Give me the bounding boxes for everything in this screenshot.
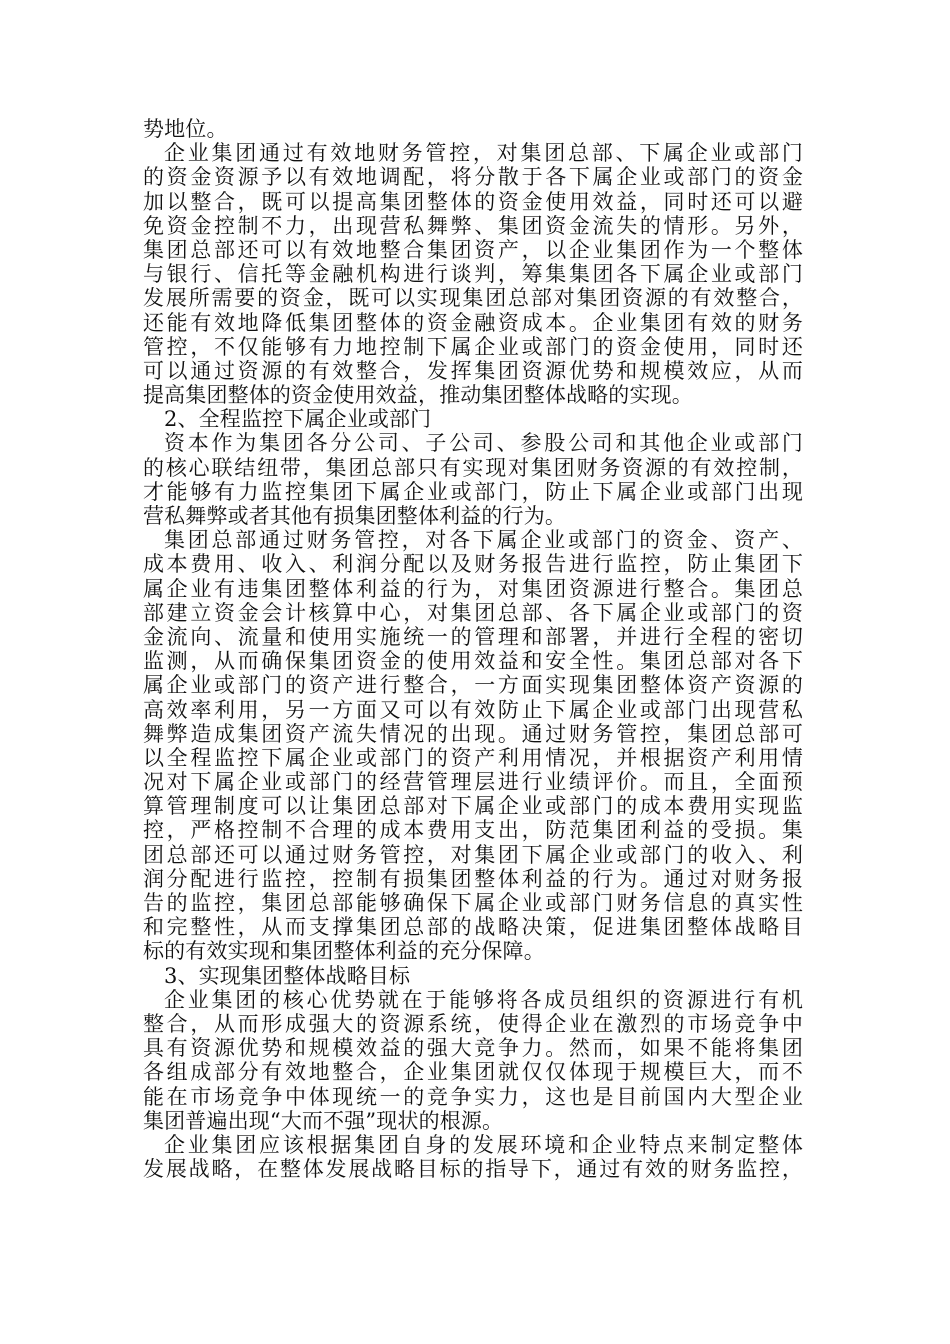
text-line: 的资金资源予以有效地调配，将分散于各下属企业或部门的资金 [143,165,803,190]
text-line: 可以通过资源的有效整合，发挥集团资源优势和规模效应，从而 [143,358,803,383]
text-line: 营私舞弊或者其他有损集团整体利益的行为。 [143,504,566,528]
text-line: 集团总部还可以有效地整合集团资产，以企业集团作为一个整体 [143,237,803,262]
text-line: 企业集团的核心优势就在于能够将各成员组织的资源进行有机 [164,987,803,1012]
document-page [143,117,803,1181]
text-line: 发展战略，在整体发展战略目标的指导下，通过有效的财务监控， [143,1157,803,1182]
text-line: 舞弊造成集团资产流失情况的出现。通过财务管控，集团总部可 [143,721,803,746]
text-line: 属企业有违集团整体利益的行为，对集团资源进行整合。集团总 [143,576,803,601]
text-line: 团总部还可以通过财务管控，对集团下属企业或部门的收入、利 [143,842,803,867]
text-line: 监测，从而确保集团资金的使用效益和安全性。集团总部对各下 [143,649,803,674]
text-line: 部建立资金会计核算中心，对集团总部、各下属企业或部门的资 [143,600,803,625]
text-line: 资本作为集团各分公司、子公司、参股公司和其他企业或部门 [164,431,803,456]
text-line: 控，严格控制不合理的成本费用支出，防范集团利益的受损。集 [143,818,803,843]
text-line: 各组成部分有效地整合，企业集团就仅仅体现于规模巨大，而不 [143,1060,803,1085]
text-line: 还能有效地降低集团整体的资金融资成本。企业集团有效的财务 [143,310,803,335]
text-line: 以全程监控下属企业或部门的资产利用情况，并根据资产利用情 [143,745,803,770]
text-line: 具有资源优势和规模效益的强大竞争力。然而，如果不能将集团 [143,1036,803,1061]
text-line: 企业集团通过有效地财务管控，对集团总部、下属企业或部门 [164,141,803,166]
text-line: 管控，不仅能够有力地控制下属企业或部门的资金使用，同时还 [143,334,803,359]
text-line: 告的监控，集团总部能够确保下属企业或部门财务信息的真实性 [143,891,803,915]
text-line: 企业集团应该根据集团自身的发展环境和企业特点来制定整体 [164,1132,803,1157]
text-line: 属企业或部门的资产进行整合，一方面实现集团整体资产资源的 [143,673,803,698]
text-line: 集团总部通过财务管控，对各下属企业或部门的资金、资产、 [164,528,803,553]
text-line: 集团普遍出现“大而不强”现状的根源。 [143,1108,504,1133]
text-line: 2、全程监控下属企业或部门 [164,407,432,432]
text-line: 高效率利用，另一方面又可以有效防止下属企业或部门出现营私 [143,697,803,722]
text-line: 和完整性，从而支撑集团总部的战略决策，促进集团整体战略目 [143,915,803,940]
text-line: 发展所需要的资金，既可以实现集团总部对集团资源的有效整合， [143,286,803,311]
text-line: 润分配进行监控，控制有损集团整体利益的行为。通过对财务报 [143,866,803,891]
text-line: 免资金控制不力，出现营私舞弊、集团资金流失的情形。另外， [143,213,803,238]
text-line: 的核心联结纽带，集团总部只有实现对集团财务资源的有效控制， [143,455,803,480]
text-line: 与银行、信托等金融机构进行谈判，筹集集团各下属企业或部门 [143,262,803,287]
text-line: 能在市场竞争中体现统一的竞争实力，这也是目前国内大型企业 [143,1084,803,1109]
text-line: 3、实现集团整体战略目标 [164,963,411,988]
text-line: 才能够有力监控集团下属企业或部门，防止下属企业或部门出现 [143,479,803,504]
text-line: 提高集团整体的资金使用效益，推动集团整体战略的实现。 [143,383,693,408]
text-line: 标的有效实现和集团整体利益的充分保障。 [143,939,545,964]
text-line: 势地位。 [143,117,228,141]
text-line: 整合，从而形成强大的资源系统，使得企业在激烈的市场竞争中 [143,1011,803,1036]
text-line: 算管理制度可以让集团总部对下属企业或部门的成本费用实现监 [143,794,803,819]
text-line: 况对下属企业或部门的经营管理层进行业绩评价。而且，全面预 [143,770,803,795]
text-line: 加以整合，既可以提高集团整体的资金使用效益，同时还可以避 [143,189,803,214]
text-line: 成本费用、收入、利润分配以及财务报告进行监控，防止集团下 [143,552,803,577]
text-line: 金流向、流量和使用实施统一的管理和部署，并进行全程的密切 [143,624,803,649]
